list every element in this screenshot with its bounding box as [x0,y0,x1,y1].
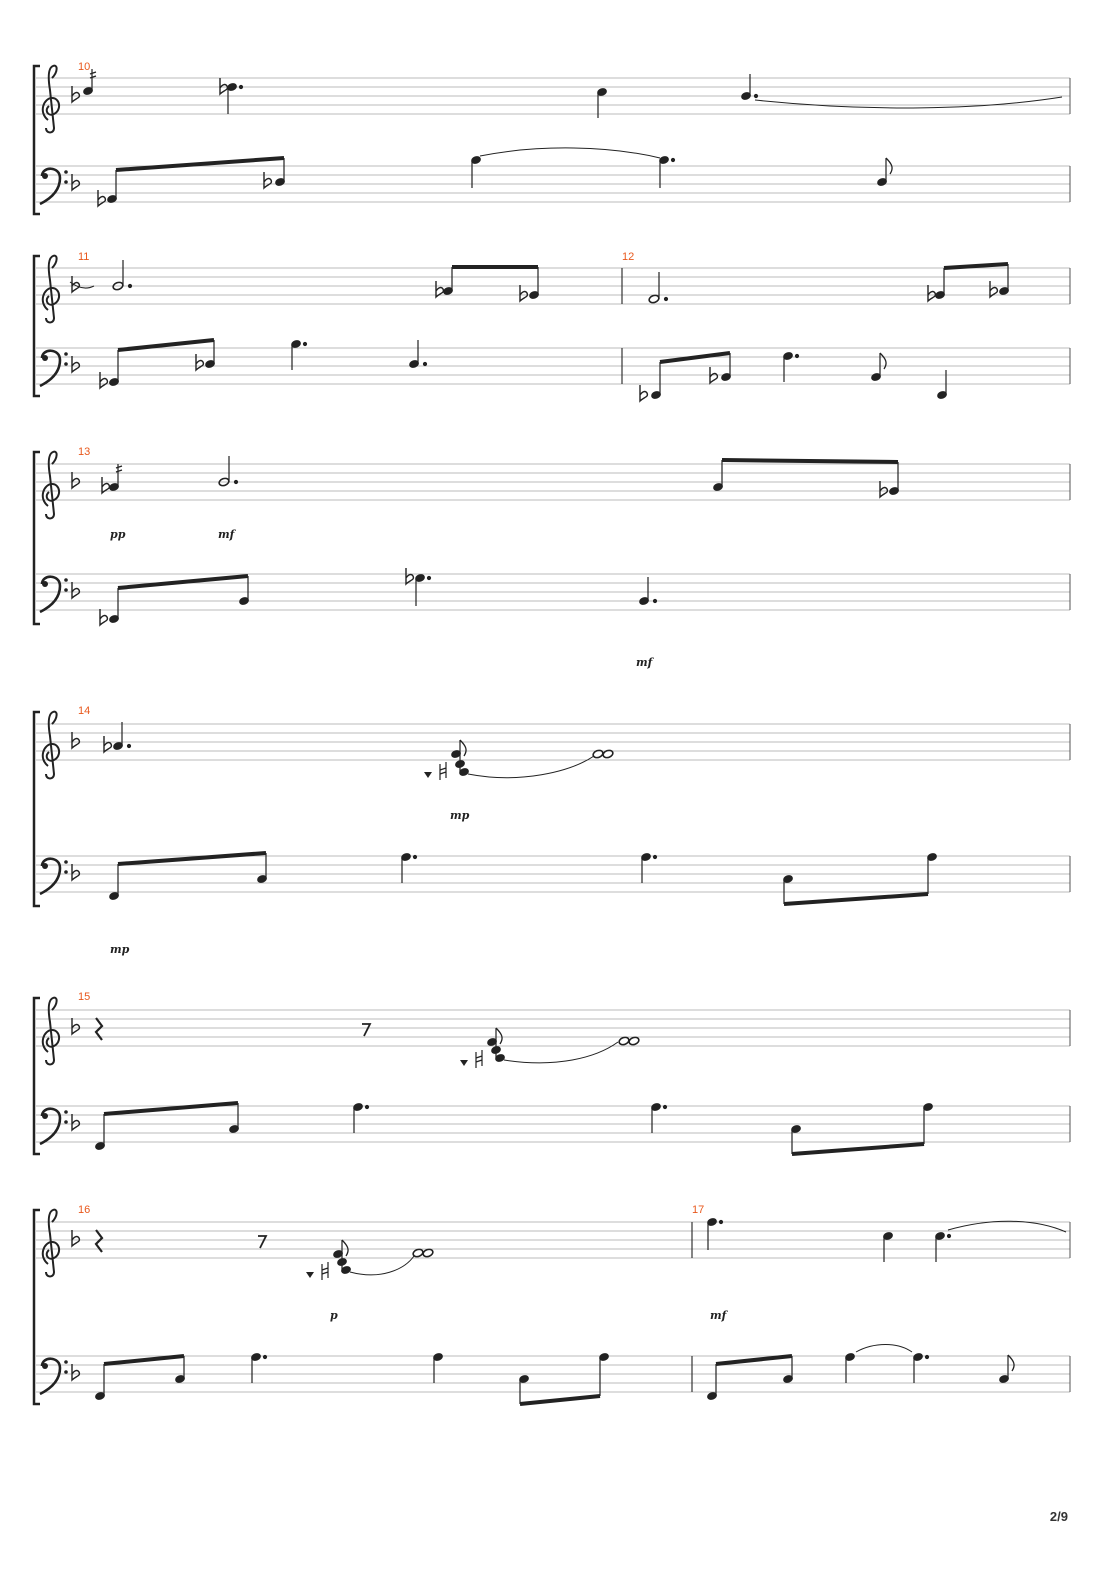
natural-icon [322,1262,328,1280]
dynamic-marking: mp [110,943,130,956]
treble-clef-icon [43,1210,59,1277]
system-6 [34,1204,1070,1404]
bass-clef-icon [40,577,68,612]
measure-number: 10 [78,61,91,73]
system-5 [34,991,1070,1154]
dynamic-marking: mp [450,809,470,822]
system-4 [34,705,1070,956]
bass-clef-icon [40,1359,68,1394]
page-number: 2/9 [1049,1509,1068,1524]
measure-number: 12 [622,251,635,263]
treble-clef-icon [43,452,59,519]
measure-number: 13 [78,446,91,458]
arrow-down-icon [424,772,432,778]
bass-clef-icon [40,1109,68,1144]
measure-number: 15 [78,991,91,1003]
dynamic-marking: p [330,1309,338,1322]
bass-clef-icon [40,169,68,204]
key-flat-icon [72,174,79,190]
eighth-rest-icon [258,1236,266,1248]
natural-icon [476,1050,482,1068]
dynamic-marking: mf [218,528,235,541]
measure-number: 17 [692,1204,705,1216]
bass-staff [36,166,1070,202]
key-flat-icon [72,86,79,102]
dynamic-marking: pp [110,528,126,541]
bass-clef-icon [40,859,68,894]
treble-clef-icon [43,66,59,133]
treble-clef-icon [43,256,59,323]
system-2 [34,251,1070,401]
measure-number: 16 [78,1204,91,1216]
dynamic-marking: mf [636,656,653,669]
bass-clef-icon [40,351,68,386]
treble-clef-icon [43,712,59,779]
natural-icon [440,762,446,780]
bass-notes [98,148,892,206]
eighth-rest-icon [362,1024,370,1036]
system-3 [34,446,1070,669]
arrow-down-icon [306,1272,314,1278]
treble-clef-icon [43,998,59,1065]
dynamic-marking: mf [710,1309,727,1322]
treble-notes [83,69,1062,118]
measure-number: 11 [78,251,90,263]
system-1 [34,61,1070,214]
arrow-down-icon [460,1060,468,1066]
measure-number: 14 [78,705,91,717]
treble-staff [36,78,1070,114]
